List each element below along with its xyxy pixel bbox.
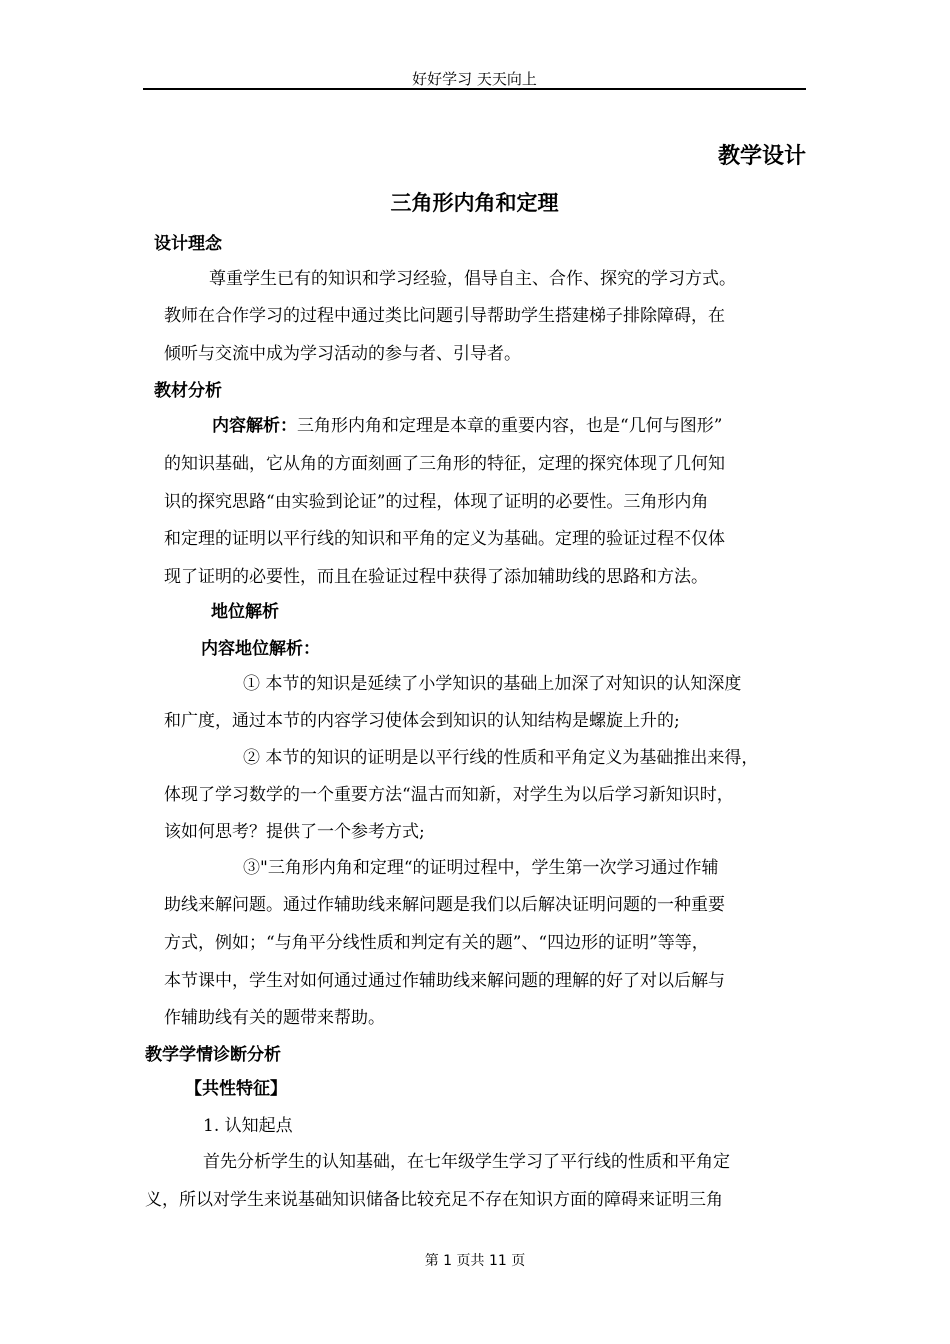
- content-analysis-label: 内容解析：: [212, 416, 297, 436]
- list-item: ② 本节的知识的证明是以平行线的性质和平角定义为基础推出来得，: [243, 748, 759, 768]
- section-heading-learning-diagnosis: 教学学情诊断分析: [145, 1045, 281, 1065]
- position-analysis-heading: 地位解析: [211, 602, 279, 622]
- page-footer: 第 1 页共 11 页: [424, 1253, 526, 1269]
- document-title: 三角形内角和定理: [390, 191, 559, 215]
- paragraph-line: 现了证明的必要性，而且在验证过程中获得了添加辅助线的思路和方法。: [164, 567, 708, 587]
- header-divider: [143, 88, 806, 90]
- paragraph-line: 尊重学生已有的知识和学习经验，倡导自主、合作、探究的学习方式。: [209, 269, 736, 289]
- paragraph-text: 三角形内角和定理是本章的重要内容，也是“几何与图形”: [297, 416, 723, 436]
- paragraph-line: 和定理的证明以平行线的知识和平角的定义为基础。定理的验证过程不仅体: [164, 529, 725, 549]
- paragraph-line: [212, 411, 722, 436]
- section-heading-design-concept: 设计理念: [154, 234, 222, 254]
- paragraph-line: 首先分析学生的认知基础，在七年级学生学习了平行线的性质和平角定: [203, 1152, 730, 1172]
- page-header: 好好学习 天天向上: [412, 70, 537, 88]
- content-position-subheading: 内容地位解析：: [201, 639, 320, 659]
- list-item-continuation: 作辅助线有关的题带来帮助。: [164, 1008, 385, 1028]
- paragraph-line: 的知识基础，它从角的方面刻画了三角形的特征，定理的探究体现了几何知: [164, 454, 725, 474]
- document-type: 教学设计: [717, 144, 806, 169]
- list-item: ③"三角形内角和定理“的证明过程中，学生第一次学习通过作辅: [243, 858, 719, 878]
- list-item-continuation: 助线来解问题。通过作辅助线来解问题是我们以后解决证明问题的一种重要: [164, 895, 725, 915]
- list-item-continuation: 本节课中，学生对如何通过通过作辅助线来解问题的理解的好了对以后解与: [164, 971, 725, 991]
- list-item-continuation: 该如何思考？提供了一个参考方式;: [164, 822, 425, 842]
- list-item-continuation: 方式，例如；“与角平分线性质和判定有关的题”、“四边形的证明”等等，: [164, 933, 709, 953]
- paragraph-line: 教师在合作学习的过程中通过类比问题引导帮助学生搭建梯子排除障碍，在: [164, 306, 725, 326]
- list-item-continuation: 体现了学习数学的一个重要方法“温古而知新，对学生为以后学习新知识时，: [164, 785, 734, 805]
- numbered-point: 1. 认知起点: [203, 1116, 293, 1136]
- paragraph-line: 义，所以对学生来说基础知识储备比较充足不存在知识方面的障碍来证明三角: [145, 1190, 723, 1210]
- section-heading-textbook-analysis: 教材分析: [154, 381, 222, 401]
- list-item-continuation: 和广度，通过本节的内容学习使体会到知识的认知结构是螺旋上升的;: [164, 711, 680, 731]
- paragraph-line: 倾听与交流中成为学习活动的参与者、引导者。: [164, 344, 521, 364]
- list-item: ① 本节的知识是延续了小学知识的基础上加深了对知识的认知深度: [243, 674, 742, 694]
- paragraph-line: 识的探究思路“由实验到论证”的过程，体现了证明的必要性。三角形内角: [164, 492, 709, 512]
- common-features-subheading: 【共性特征】: [185, 1079, 287, 1099]
